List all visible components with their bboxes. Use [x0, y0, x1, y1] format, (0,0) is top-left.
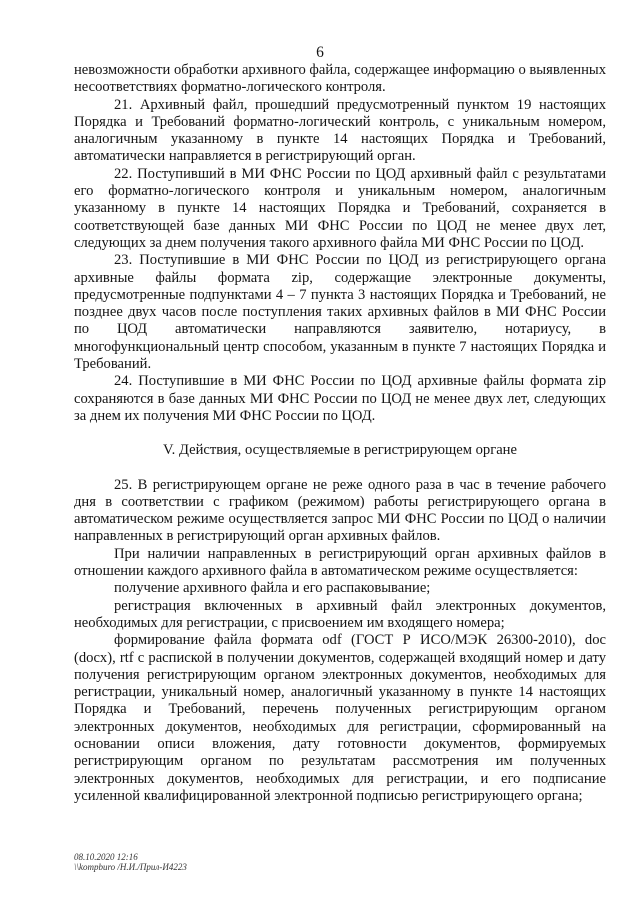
- list-item-receive: получение архивного файла и его распаковывание;: [114, 580, 431, 597]
- paragraph-continuation: невозможности обработки архивного файла, содержащее информацию о выявленных несоответствиях форматно-логического контроля.: [74, 62, 606, 96]
- paragraph-22: 22. Поступивший в МИ ФНС России по ЦОД архивный файл с результатами его форматно-логического контроля и уникальным номером, аналогичным указанному в пункте 14 настоящих Порядка и Требований, сохраняется в соответствующей базе данных МИ ФНС России по ЦОД не менее двух лет, следующих за днем получения такого архивного файла МИ ФНС России по ЦОД.: [74, 165, 606, 251]
- section-heading: V. Действия, осуществляемые в регистрирующем органе: [163, 442, 517, 459]
- paragraph-archive-intro: При наличии направленных в регистрирующий орган архивных файлов в отношении каждого архивного файла в автоматическом режиме осуществляется:: [74, 545, 606, 580]
- footer-file-path: \\kompburo /Н.И./Прил-И4223: [74, 862, 187, 872]
- list-item-receipt-file: формирование файла формата odf (ГОСТ Р ИСО/МЭК 26300-2010), doc (docx), rtf с распиской в получении документов, содержащей входящий номер и дату получения регистрирующим органом электронных документов, необходимых для регистрации, уникальный номер, аналогичный указанному в пункте 14 настоящих Порядка и Требований, перечень полученных регистрирующим органом электронных документов, необходимых для регистрации, сформированный на основании описи вложения, дату готовности документов, формируемых регистрирующим органом по результатам рассмотрения им полученных электронных документов, необходимых для регистрации, и его подписание усиленной квалифицированной электронной подписью регистрирующего органа;: [74, 632, 606, 804]
- footer: [74, 852, 187, 872]
- paragraph-23: 23. Поступившие в МИ ФНС России по ЦОД из регистрирующего органа архивные файлы формата zip, содержащие электронные документы, предусмотренные подпунктами 4 – 7 пункта 3 настоящих Порядка и Требований, не позднее двух часов после поступления таких архивных файлов в МИ ФНС России по ЦОД автоматически направляются заявителю, нотариусу, в многофункциональный центр способом, указанным в пункте 7 настоящих Порядка и Требований.: [74, 252, 606, 373]
- footer-timestamp: 08.10.2020 12:16: [74, 852, 138, 862]
- document-body: [74, 62, 606, 805]
- paragraph-24: 24. Поступившие в МИ ФНС России по ЦОД архивные файлы формата zip сохраняются в базе данных МИ ФНС России по ЦОД не менее двух лет, следующих за днем их получения МИ ФНС России по ЦОД.: [74, 373, 606, 424]
- paragraph-21: 21. Архивный файл, прошедший предусмотренный пунктом 19 настоящих Порядка и Требований форматно-логический контроль, с уникальным номером, аналогичным указанному в пункте 14 настоящих Порядка и Требований, автоматически направляется в регистрирующий орган.: [74, 96, 606, 165]
- page-number: 6: [316, 44, 324, 61]
- paragraph-25: 25. В регистрирующем органе не реже одного раза в час в течение рабочего дня в соответствии с графиком (режимом) работы регистрирующего органа в автоматическом режиме осуществляется запрос МИ ФНС России по ЦОД о наличии направленных в регистрирующий орган архивных файлов.: [74, 476, 606, 545]
- list-item-registration: регистрация включенных в архивный файл электронных документов, необходимых для регистрации, с присвоением им входящего номера;: [74, 597, 606, 631]
